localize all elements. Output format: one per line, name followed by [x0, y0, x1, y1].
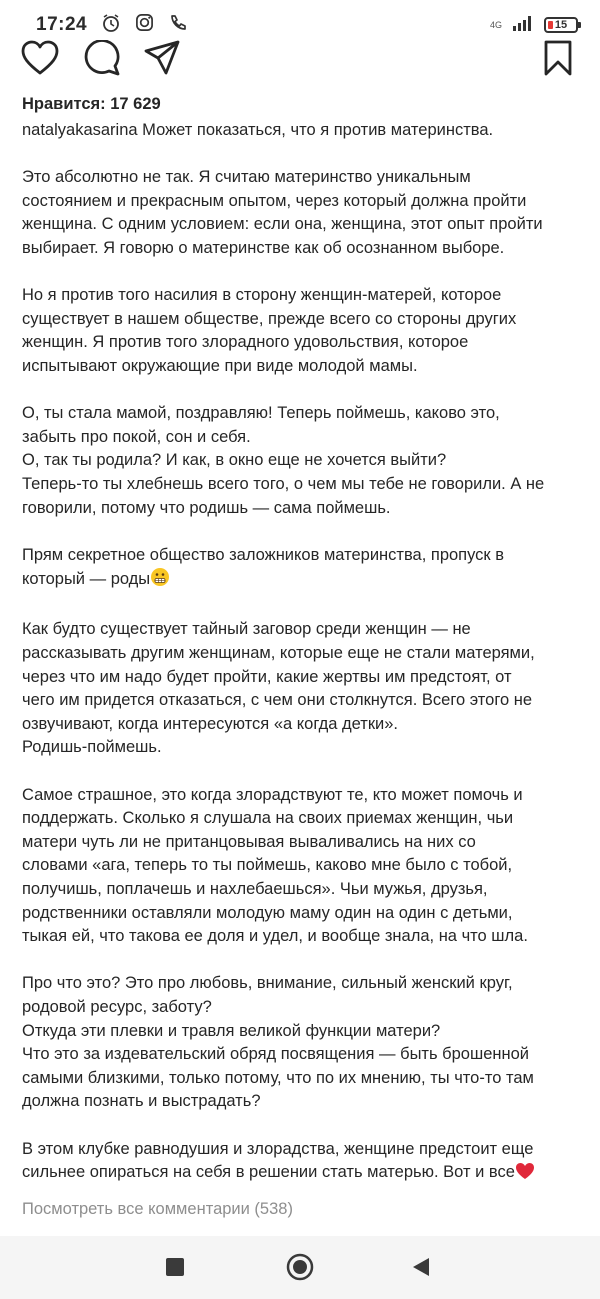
caption-line: Теперь-то ты хлебнешь всего того, о чем мы тебе не говорили. А не: [22, 474, 545, 493]
battery-percent: 15: [554, 19, 568, 31]
caption-line: состоянием и прекрасным опытом, через который должна пройти: [22, 191, 527, 210]
caption-line: О, ты стала мамой, поздравляю! Теперь поймешь, каково это,: [22, 404, 500, 423]
caption-line: Родишь-поймешь.: [22, 738, 162, 757]
caption-paragraph: [22, 1138, 582, 1188]
status-time: 17:24: [36, 14, 88, 35]
caption-line: женщина. С одним условием: если она, женщина, этот опыт пройти: [22, 215, 543, 234]
bookmark-icon[interactable]: [538, 38, 578, 78]
caption-line: через что им надо будет пройти, какие жертвы им предстоят, от: [22, 667, 512, 686]
battery-icon: [544, 17, 578, 33]
caption-paragraph: [22, 284, 582, 378]
battery-level: [548, 21, 553, 29]
caption-line: Это абсолютно не так. Я считаю материнство уникальным: [22, 168, 471, 187]
caption-line: родовой ресурс, заботу?: [22, 997, 212, 1016]
home-circle-icon[interactable]: [285, 1252, 315, 1282]
caption-line: тыкая ей, что такова ее доля и удел, и вообще знала, на что шла.: [22, 927, 528, 946]
like-icon[interactable]: [20, 38, 60, 78]
caption-line: Самое страшное, это когда злорадствуют те, кто может помочь и: [22, 785, 523, 804]
caption-line: матери чуть ли не пританцовывая вываливались на них со: [22, 832, 476, 851]
caption-line: поддержать. Сколько я слушала на своих приемах женщин, чьи: [22, 809, 514, 828]
post-caption: [22, 119, 582, 1188]
username-link[interactable]: natalyakasarina: [22, 121, 138, 139]
caption-line: Но я против того насилия в сторону женщин-матерей, которое: [22, 286, 502, 305]
caption-line: Прям секретное общество заложников материнства, пропуск в: [22, 545, 505, 564]
status-right: [490, 15, 578, 36]
caption-line: Про что это? Это про любовь, внимание, сильный женский круг,: [22, 974, 513, 993]
alarm-icon: [101, 13, 121, 38]
instagram-icon: [135, 13, 154, 37]
caption-paragraph: [22, 166, 582, 260]
red-heart-emoji-icon: [515, 1162, 535, 1188]
caption-line: должна познать и выстрадать?: [22, 1092, 261, 1111]
caption-text: Может показаться, что я против материнства.: [142, 121, 494, 139]
caption-line: О, так ты родила? И как, в окно еще не хочется выйти?: [22, 451, 447, 470]
caption-line: озвучивают, когда интересуются «а когда детки».: [22, 714, 399, 733]
caption-line: получишь, поплачешь и нахлебаешься». Чьи мужья, друзья,: [22, 880, 488, 898]
caption-line: испытывают окружающие при виде молодой мамы.: [22, 356, 418, 375]
likes-count[interactable]: Нравится: 17 629: [22, 95, 161, 113]
caption-paragraph: [22, 402, 582, 520]
caption-line: родственники оставляли молодую маму один на один с детьми,: [22, 903, 513, 922]
caption-line: самыми близкими, только потому, что по их мнению, ты что-то там: [22, 1068, 534, 1087]
caption-line: словами «ага, теперь то ты поймешь, каково мне было с тобой,: [22, 856, 513, 875]
caption-line: забыть про покой, сон и себя.: [22, 427, 251, 446]
caption-line: который — роды: [22, 570, 151, 589]
caption-line: говорили, потому что родишь — сама поймешь.: [22, 498, 391, 517]
call-icon: [168, 13, 188, 38]
network-label: 4G: [489, 19, 502, 30]
status-left: [36, 13, 188, 38]
recents-square-icon[interactable]: [160, 1252, 190, 1282]
caption-line: Как будто существует тайный заговор среди женщин — не: [22, 620, 471, 639]
signal-icon: [512, 15, 534, 36]
caption-line: сильнее опираться на себя в решении стать матерью. Вот и все: [22, 1163, 515, 1182]
caption-line: Что это за издевательский обряд посвящения — быть брошенной: [22, 1045, 529, 1064]
caption-line: В этом клубке равнодушия и злорадства, женщине предстоит еще: [22, 1139, 534, 1158]
caption-paragraph: [22, 618, 582, 760]
comment-icon[interactable]: [82, 38, 122, 78]
grimacing-emoji-icon: [150, 567, 170, 595]
caption-line: существует в нашем обществе, прежде всего со стороны других: [22, 309, 517, 328]
caption-line: чего им придется отказаться, с чем они столкнутся. Всего этого не: [22, 691, 533, 710]
caption-first-line: [22, 119, 582, 143]
share-icon[interactable]: [142, 38, 182, 78]
caption-line: женщин. Я против того злорадного удовольствия, которое: [22, 333, 469, 352]
post-actions: [0, 38, 600, 82]
system-nav-bar: [0, 1236, 600, 1299]
back-triangle-icon[interactable]: [406, 1252, 436, 1282]
caption-paragraph: [22, 784, 582, 949]
caption-paragraph: [22, 972, 582, 1114]
view-all-comments-link[interactable]: Посмотреть все комментарии (538): [22, 1200, 293, 1218]
caption-line: рассказывать другим женщинам, которые еще не стали матерями,: [22, 644, 535, 663]
caption-paragraph: [22, 544, 582, 595]
caption-line: Откуда эти плевки и травля великой функции матери?: [22, 1021, 441, 1040]
caption-line: выбирает. Я говорю о материнстве как об осознанном выборе.: [22, 238, 505, 257]
